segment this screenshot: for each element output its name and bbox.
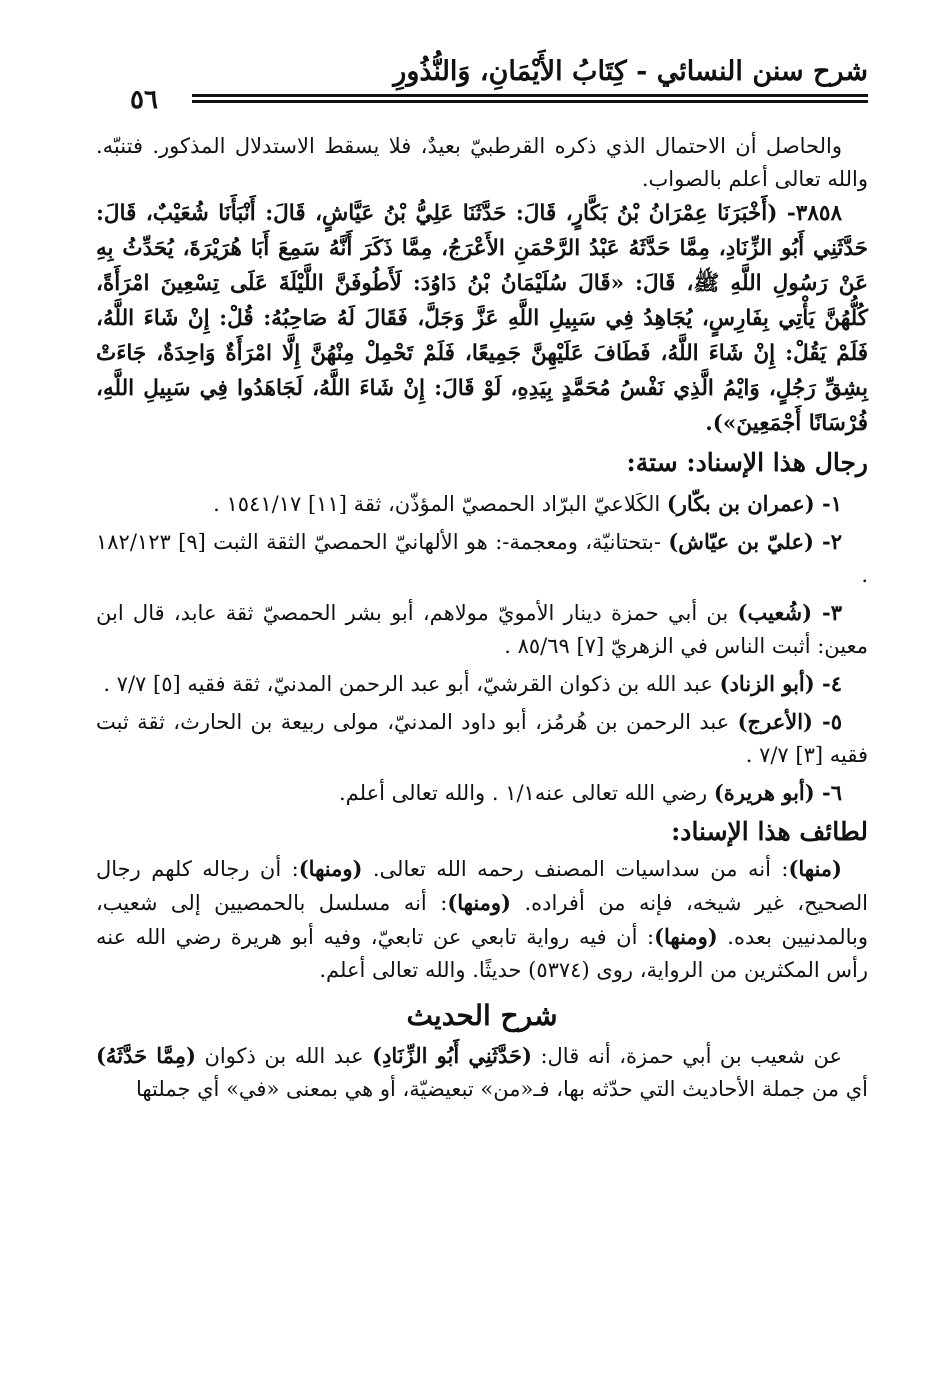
- narrators-heading: رجال هذا الإسناد: ستة:: [626, 448, 868, 477]
- narrator-desc: بن أبي حمزة دينار الأمويّ مولاهم، أبو بشر الحمصيّ ثقة عابد، قال ابن معين: أثبت الناس في الزهريّ [٧] ٨٥/٦٩ .: [96, 601, 868, 658]
- page-body: [96, 130, 868, 1106]
- lataif-marker: (ومنها): [654, 924, 718, 949]
- sharh-quote: (حَدَّثَنِي أَبُو الزِّنَادِ): [372, 1043, 532, 1068]
- header-rule-top: [96, 94, 868, 97]
- narrator-desc: عبد الرحمن بن هُرمُز، أبو داود المدنيّ، مولى ربيعة بن الحارث، ثقة ثبت فقيه [٣] ٧/٧ .: [96, 710, 868, 767]
- lataif-marker: (ومنها): [447, 890, 511, 915]
- narrator-item: [96, 776, 868, 810]
- lataif-marker: (منها): [788, 856, 842, 881]
- narrator-item: [96, 525, 868, 592]
- sharh-text: عن شعيب بن أبي حمزة، أنه قال:: [531, 1044, 842, 1068]
- header-title: شرح سنن النسائي - كِتَابُ الأَيْمَانِ، وَالنُّذُورِ: [393, 56, 868, 87]
- narrator-desc: الكَلاعيّ البرّاد الحمصيّ المؤذّن، ثقة [١١] ١٥٤١/١٧ .: [213, 492, 667, 516]
- lataif-text: : أنه مسلسل بالحمصيين إلى شعيب، وبالمدنيين بعده.: [96, 891, 868, 949]
- sharh-text: أي من جملة الأحاديث التي حدّثه بها، فـ«من» تبعيضيّة، أو هي بمعنى «في» أي جملتها: [135, 1077, 868, 1101]
- narrator-name: ٣- (شُعيب): [737, 600, 842, 625]
- narrator-name: ٦- (أبو هريرة): [713, 780, 842, 805]
- intro-paragraph: والحاصل أن الاحتمال الذي ذكره القرطبيّ بعيدٌ، فلا يسقط الاستدلال المذكور. فتنبّه. والله تعالى أعلم بالصواب.: [96, 134, 868, 191]
- lataif-text: : أن فيه رواية تابعي عن تابعيّ، وفيه أبو هريرة رضي الله عنه رأس المكثرين من الرواية، روى (٥٣٧٤) حديثًا. والله تعالى أعلم.: [96, 925, 868, 982]
- header-rule-bottom: [96, 100, 868, 103]
- narrator-name: ٢- (عليّ بن عيّاش): [668, 529, 842, 554]
- narrator-desc: -بتحتانيّة، ومعجمة-: هو الألهانيّ الحمصيّ الثقة الثبت [٩] ١٨٢/١٢٣ .: [96, 530, 868, 587]
- narrator-item: [96, 667, 868, 701]
- lataif-heading: لطائف هذا الإسناد:: [671, 817, 868, 846]
- sharh-heading: شرح الحديث: [406, 999, 558, 1032]
- document-page: [96, 0, 868, 1373]
- narrator-name: ١- (عمران بن بكّار): [666, 491, 842, 516]
- sharh-quote: (مِمَّا حَدَّثَهُ): [96, 1043, 196, 1068]
- narrator-item: [96, 596, 868, 663]
- running-header: [96, 52, 868, 98]
- narrator-desc: عبد الله بن ذكوان القرشيّ، أبو عبد الرحمن المدنيّ، ثقة فقيه [٥] ٧/٧ .: [103, 672, 720, 696]
- lataif-marker: (ومنها): [298, 856, 363, 881]
- narrator-desc: رضي الله تعالى عنه١/١ . والله تعالى أعلم.: [338, 781, 714, 805]
- sharh-paragraph: [96, 1039, 868, 1106]
- lataif-text: : أنه من سداسيات المصنف رحمه الله تعالى.: [362, 857, 789, 881]
- page-number: ٥٦: [96, 86, 192, 116]
- lataif-text: : أن رجاله كلهم رجال الصحيح، غير شيخه، فإنه من أفراده.: [96, 857, 868, 915]
- narrator-name: ٤- (أبو الزناد): [719, 671, 842, 696]
- narrator-name: ٥- (الأعرج): [737, 709, 842, 734]
- hadith-text: ٣٨٥٨- (أَخْبَرَنَا عِمْرَانُ بْنُ بَكَّارٍ، قَالَ: حَدَّثَنَا عَلِيُّ بْنُ عَيَّاشٍ، قَالَ: أَنْبَأَنَا شُعَيْبٌ، قَالَ: حَدَّثَنِي أَبُو الزِّنَادِ، مِمَّا حَدَّثَهُ عَبْدُ الرَّحْمَنِ الأَعْرَجُ، مِمَّا ذَكَرَ أَنَّهُ سَمِعَ أَبَا هُرَيْرَةَ، يُحَدِّثُ بِهِ عَنْ رَسُولِ اللَّهِ ﷺ، قَالَ: «قَالَ سُلَيْمَانُ بْنُ دَاوُدَ: لَأَطُوفَنَّ اللَّيْلَةَ عَلَى تِسْعِينَ امْرَأَةً، كُلُّهُنَّ يَأْتِي بِفَارِسٍ، يُجَاهِدُ فِي سَبِيلِ اللَّهِ عَزَّ وَجَلَّ، فَقَالَ لَهُ صَاحِبُهُ: قُلْ: إِنْ شَاءَ اللَّهُ، فَلَمْ يَقُلْ: إِنْ شَاءَ اللَّهُ، فَطَافَ عَلَيْهِنَّ جَمِيعًا، فَلَمْ تَحْمِلْ مِنْهُنَّ إِلَّا امْرَأَةٌ وَاحِدَةٌ، جَاءَتْ بِشِقِّ رَجُلٍ، وَايْمُ الَّذِي نَفْسُ مُحَمَّدٍ بِيَدِهِ، لَوْ قَالَ: إِنْ شَاءَ اللَّهُ، لَجَاهَدُوا فِي سَبِيلِ اللَّهِ، فُرْسَانًا أَجْمَعِينَ»).: [96, 201, 869, 436]
- lataif-paragraph: [96, 852, 868, 987]
- narrator-item: [96, 705, 868, 772]
- sharh-text: عبد الله بن ذكوان: [195, 1044, 373, 1068]
- narrator-item: [96, 487, 868, 521]
